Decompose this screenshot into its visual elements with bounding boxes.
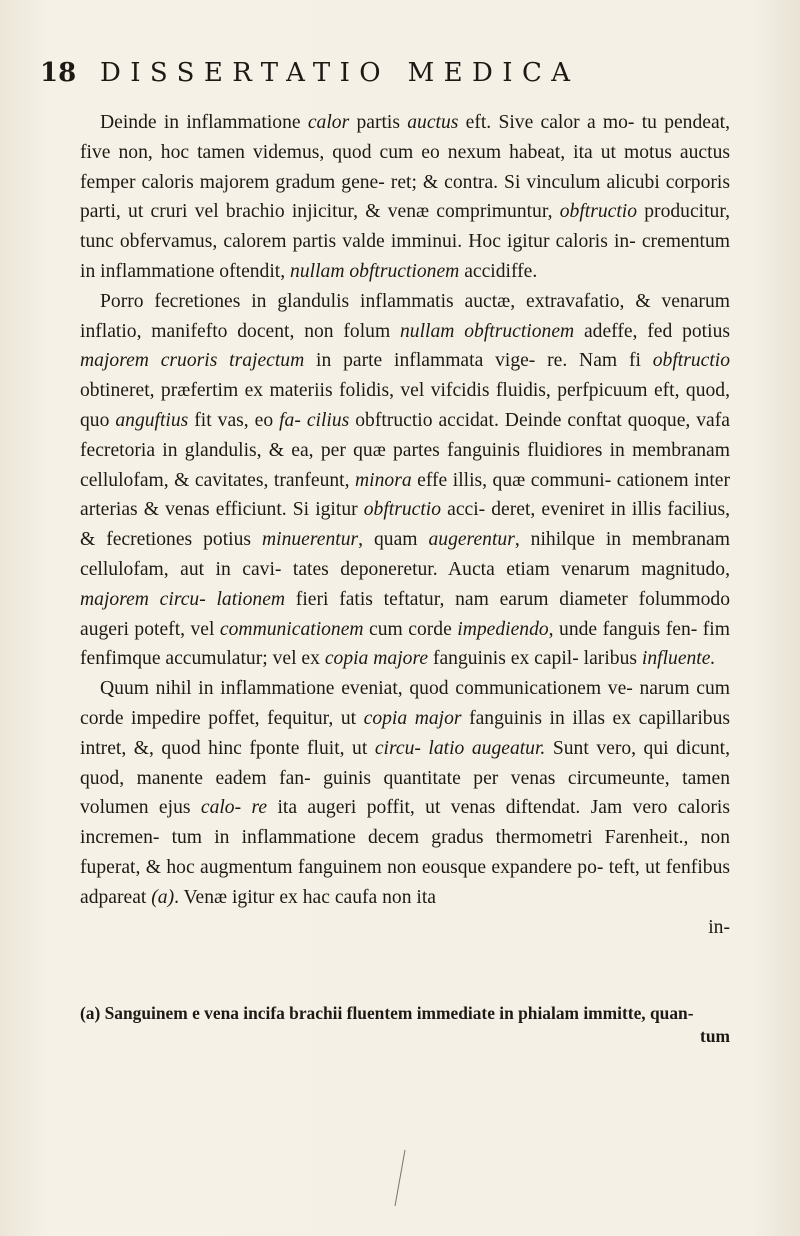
text-run: ita augeri poffit, ut venas diftendat. Jam vero caloris incremen- tum in inflammatione decem gradus thermometri Farenheit., non fuperat, & hoc augmentum fanguinem non eousque expandere po- teft, ut fenfibus adpareat: [80, 797, 730, 908]
footnote-text: (a) Sanguinem e vena incifa brachii fluentem immediate in phialam immitte, quan-: [80, 1003, 694, 1023]
page-number: 18: [40, 58, 77, 88]
text-run: , nihilque in membranam cellulofam, aut in cavi- tates deponeretur. Aucta etiam venarum magnitudo,: [80, 529, 730, 580]
italic-term: obftructio: [652, 350, 731, 372]
text-run: . Venæ igitur ex hac caufa non ita: [174, 886, 437, 908]
text-run: Porro fecretiones in glandulis inflammatis auctæ, extravafatio, & venarum inflatio, manifefto docent, non folum: [80, 290, 730, 342]
italic-term: majorem cruoris trajectum: [80, 350, 305, 372]
text-run: eft. Sive calor a mo- tu pendeat, five non, hoc tamen videmus, quod cum eo nexum habeat, ita ut motus auctus femper caloris majorem gradum gene- ret; & contra. Si vinculum alicubi corporis parti, ut cruri vel brachio injicitur, & venæ comprimuntur,: [80, 112, 731, 223]
italic-term: auctus: [407, 112, 459, 133]
italic-term: calor: [307, 112, 350, 133]
italic-term: influente.: [641, 648, 716, 670]
italic-term: anguftius: [115, 409, 189, 431]
paragraph-1: [80, 108, 730, 287]
text-run: accidiffe.: [459, 260, 538, 282]
footnote-ref: (a): [151, 886, 175, 908]
text-run: Deinde in inflammatione: [100, 112, 308, 133]
italic-term: minuerentur: [261, 529, 359, 551]
text-run: Quum nihil in inflammatione eveniat, quod communicationem ve- narum cum corde impedire poffet, fequitur, ut: [80, 678, 730, 729]
italic-term: communicationem: [219, 618, 364, 640]
text-run: obtineret, præfertim ex materiis folidis, vel vifcidis fluidis, perfpicuum eft, quod, quo: [80, 380, 730, 431]
italic-term: obftructio: [559, 201, 638, 223]
footnote: [80, 1002, 730, 1048]
italic-term: fa- cilius: [279, 409, 350, 431]
text-run: partis: [349, 112, 408, 133]
text-run: fanguinis ex capil- laribus: [428, 648, 642, 670]
italic-term: circu- latio augeatur.: [374, 737, 546, 759]
text-run: effe illis, quæ communi- cationem inter arterias & venas efficiunt. Si igitur: [80, 469, 730, 521]
body-catchword: in-: [708, 916, 730, 938]
italic-term: copia majore: [324, 648, 429, 670]
italic-term: minora: [355, 469, 412, 491]
text-run: fit vas, eo: [188, 409, 280, 431]
text-run: fanguinis in illas ex capillaribus intret, &, quod hinc fponte fluit, ut: [80, 707, 730, 759]
text-run: , unde fanguis fen- fim fenfimque accumulatur; vel ex: [80, 618, 730, 670]
footnote-catchword: tum: [700, 1026, 730, 1046]
italic-term: copia major: [363, 707, 462, 729]
text-run: producitur, tunc obfervamus, calorem partis valde imminui. Hoc igitur caloris in- crementum in inflammatione oftendit,: [80, 201, 730, 282]
text-run: in parte inflammata vige- re. Nam fi: [304, 350, 653, 372]
italic-term: impediendo: [457, 618, 549, 640]
paragraph-3: [80, 674, 730, 912]
pencil-mark: [392, 1148, 408, 1208]
text-run: cum corde: [363, 618, 458, 640]
italic-term: calo- re: [200, 797, 268, 819]
text-run: , quam: [358, 529, 429, 551]
italic-term: majorem circu- lationem: [80, 588, 286, 610]
italic-term: augerentur: [428, 529, 515, 551]
text-run: obftructio accidat. Deinde conftat quoque, vafa fecretoria in glandulis, & ea, per quæ partes fanguinis fluidiores in membranam cellulofam, & cavitates, tranfeunt,: [80, 409, 730, 491]
body-text: [80, 108, 730, 942]
text-run: adeffe, fed potius: [574, 320, 730, 342]
running-header: [40, 58, 760, 94]
text-run: fieri fatis teftatur, nam earum diameter folummodo augeri poteft, vel: [80, 588, 730, 640]
italic-term: nullam obftructionem: [290, 260, 460, 282]
italic-term: nullam obftructionem: [400, 320, 575, 342]
italic-term: obftructio: [363, 499, 442, 521]
text-run: Sunt vero, qui dicunt, quod, manente eadem fan- guinis quantitate per venas circumeunte, tamen volumen ejus: [80, 737, 730, 819]
paragraph-2: [80, 287, 730, 674]
text-run: acci- deret, eveniret in illis facilius, & fecretiones potius: [80, 499, 730, 551]
running-title: DISSERTATIO MEDICA: [100, 58, 580, 88]
